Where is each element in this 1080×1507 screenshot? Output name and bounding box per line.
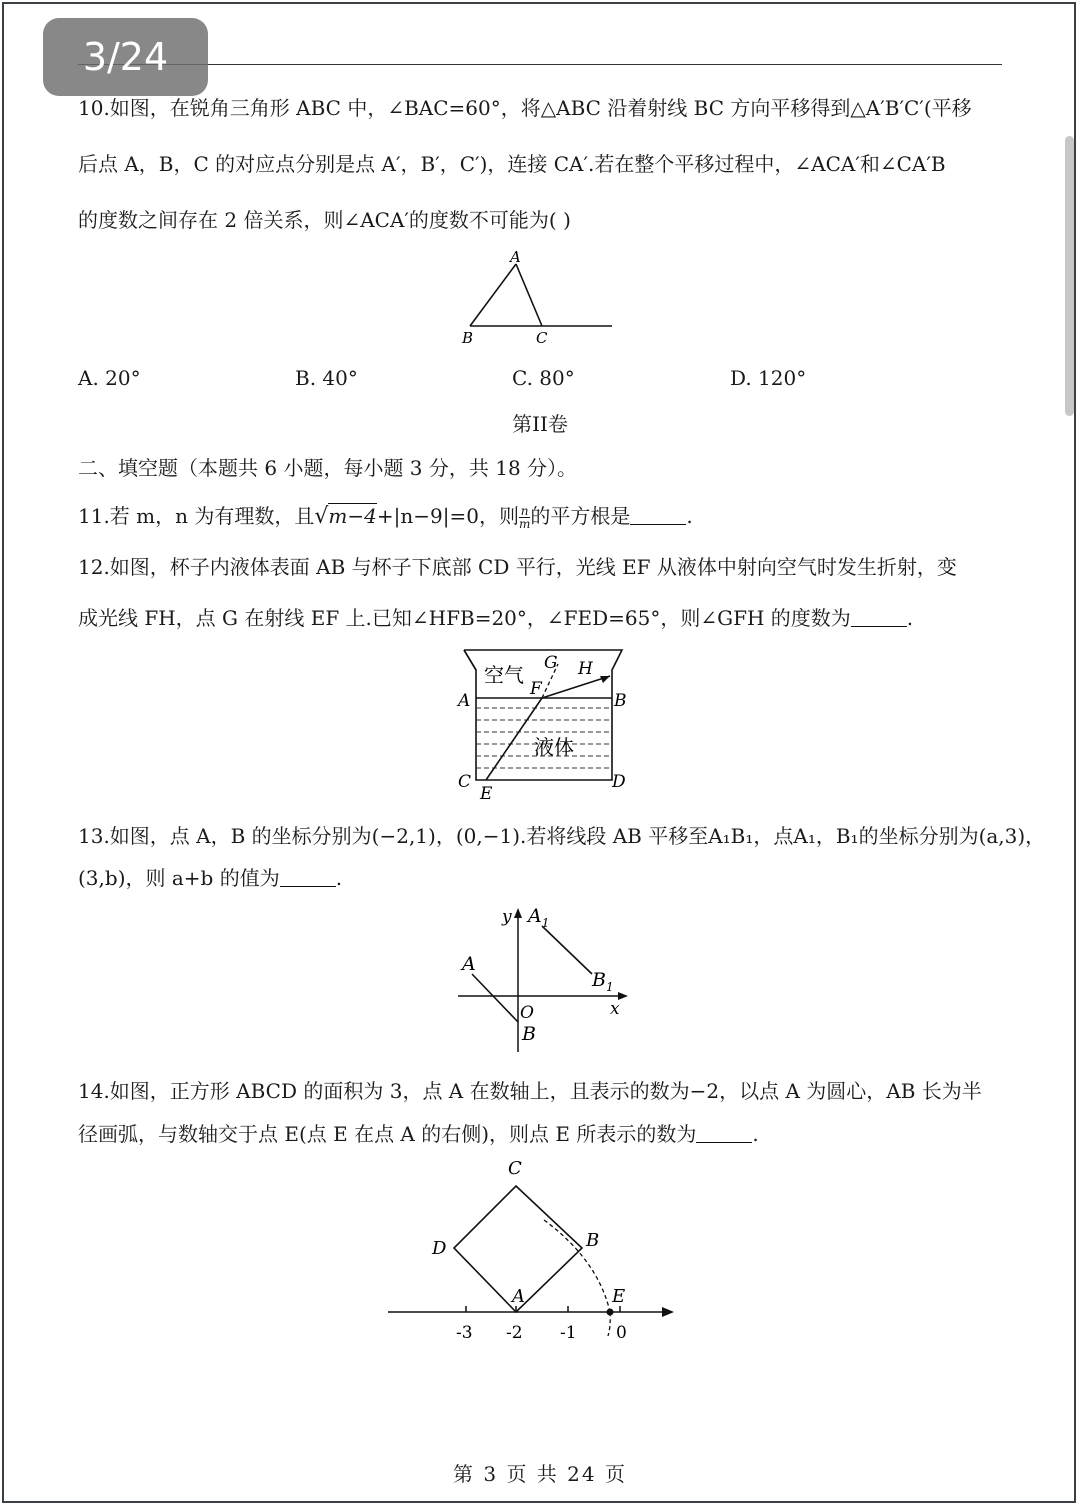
label-a: A	[458, 691, 471, 711]
q11-pre: 11.若 m，n 为有理数，且	[78, 504, 315, 528]
label-b: B	[614, 691, 627, 711]
label-f: F	[530, 679, 542, 699]
label-d: D	[432, 1238, 447, 1259]
q10-line-3: 的度数之间存在 2 倍关系，则∠ACA′的度数不可能为( )	[78, 208, 571, 232]
q10-option-b[interactable]: B. 40°	[295, 366, 358, 390]
q13-coordinate-figure	[450, 900, 640, 1060]
header-rule	[78, 64, 1002, 65]
q10-line-2: 后点 A，B，C 的对应点分别是点 A′，B′，C′)，连接 CA′.若在整个平移过程中，∠ACA′和∠CA′B	[78, 152, 946, 176]
q11-mid: +|n−9|=0，则	[376, 504, 519, 528]
ticks	[466, 1306, 620, 1312]
q14-number-line-figure	[380, 1150, 690, 1350]
q10-triangle-figure	[440, 248, 630, 348]
tick-label-neg2: -2	[506, 1323, 523, 1343]
point-e	[607, 1309, 614, 1316]
y-axis-arrow	[514, 908, 522, 918]
arc-be	[544, 1220, 610, 1312]
label-g: G	[544, 653, 558, 673]
label-b: B	[586, 1230, 600, 1251]
q11-radicand: m−4	[328, 504, 377, 528]
label-liquid: 液体	[534, 735, 574, 759]
q14-answer-blank[interactable]	[696, 1122, 752, 1143]
arc-below	[608, 1312, 610, 1336]
q14-line-2	[78, 1118, 759, 1147]
q14-line-1: 14.如图，正方形 ABCD 的面积为 3，点 A 在数轴上，且表示的数为−2，以点 A 为圆心，AB 长为半	[78, 1079, 982, 1103]
number-line-arrow	[662, 1307, 674, 1317]
label-e: E	[612, 1286, 626, 1307]
label-a: A	[462, 953, 476, 975]
page-indicator-badge: 3/24	[43, 18, 208, 96]
label-a: A	[512, 1286, 525, 1307]
tick-label-neg1: -1	[560, 1323, 577, 1343]
q13-answer-blank[interactable]	[280, 866, 336, 887]
segment-ab	[472, 974, 518, 1022]
segment-a1b1	[542, 926, 592, 974]
q11-post: 的平方根是	[530, 504, 631, 528]
label-c: C	[458, 772, 472, 792]
section-2-heading: 二、填空题（本题共 6 小题，每小题 3 分，共 18 分）。	[78, 456, 578, 480]
label-b: B	[462, 329, 474, 347]
arrow-h	[600, 676, 610, 683]
q10-option-a[interactable]: A. 20°	[78, 366, 141, 390]
q12-end: .	[906, 606, 914, 630]
q11-end: .	[686, 504, 693, 528]
q12-line-1: 12.如图，杯子内液体表面 AB 与杯子下底部 CD 平行，光线 EF 从液体中射向空气时发生折射，变	[78, 555, 957, 579]
side-ac	[516, 264, 542, 326]
q14-line-2-text: 径画弧，与数轴交于点 E(点 E 在点 A 的右侧)，则点 E 所表示的数为	[78, 1122, 697, 1146]
page-footer: 第 3 页 共 24 页	[453, 1462, 627, 1486]
label-b1: $B_1$	[592, 969, 614, 994]
tick-label-neg3: -3	[456, 1323, 473, 1343]
label-x: x	[610, 999, 620, 1019]
label-air: 空气	[484, 663, 524, 687]
label-h: H	[578, 659, 593, 679]
label-c: C	[536, 329, 548, 347]
label-d: D	[612, 772, 626, 792]
q10-line-1: 10.如图，在锐角三角形 ABC 中，∠BAC=60°，将△ABC 沿着射线 BC 方向平移得到△A′B′C′(平移	[78, 96, 972, 120]
label-a1: $A_1$	[528, 905, 550, 930]
cup-rim-left	[464, 650, 476, 670]
q11-frac-den: m	[518, 517, 531, 531]
q13-line-1: 13.如图，点 A，B 的坐标分别为(−2,1)，(0,−1).若将线段 AB 平移至A₁B₁，点A₁，B₁的坐标分别为(a,3)，	[78, 824, 1046, 848]
label-y: y	[502, 907, 512, 927]
q12-line-2	[78, 602, 913, 631]
label-o: O	[520, 1003, 534, 1023]
side-ab	[470, 264, 516, 326]
scrollbar[interactable]	[1065, 136, 1074, 416]
ray-fh	[542, 676, 610, 698]
q11-sqrt: √m−4	[314, 504, 377, 529]
q11-answer-blank[interactable]	[630, 504, 686, 525]
q11-fraction	[519, 505, 530, 530]
q13-line-2-text: (3,b)，则 a+b 的值为	[78, 866, 280, 890]
label-a: A	[510, 248, 521, 266]
label-e: E	[480, 784, 493, 804]
q10-option-d[interactable]: D. 120°	[730, 366, 807, 390]
q11-line	[78, 500, 693, 530]
q10-option-c[interactable]: C. 80°	[512, 366, 575, 390]
tick-label-zero: 0	[616, 1323, 627, 1343]
q12-cup-figure	[450, 644, 640, 804]
label-b: B	[522, 1023, 536, 1045]
q13-line-2	[78, 862, 342, 891]
q12-line-2-text: 成光线 FH，点 G 在射线 EF 上.已知∠HFB=20°，∠FED=65°，则∠GFH 的度数为	[78, 606, 851, 630]
q13-end: .	[335, 866, 343, 890]
label-c: C	[508, 1158, 522, 1179]
q14-end: .	[752, 1122, 759, 1146]
q11-frac-num: n	[520, 504, 529, 518]
q12-answer-blank[interactable]	[851, 606, 907, 627]
section-title: 第II卷	[512, 412, 568, 436]
